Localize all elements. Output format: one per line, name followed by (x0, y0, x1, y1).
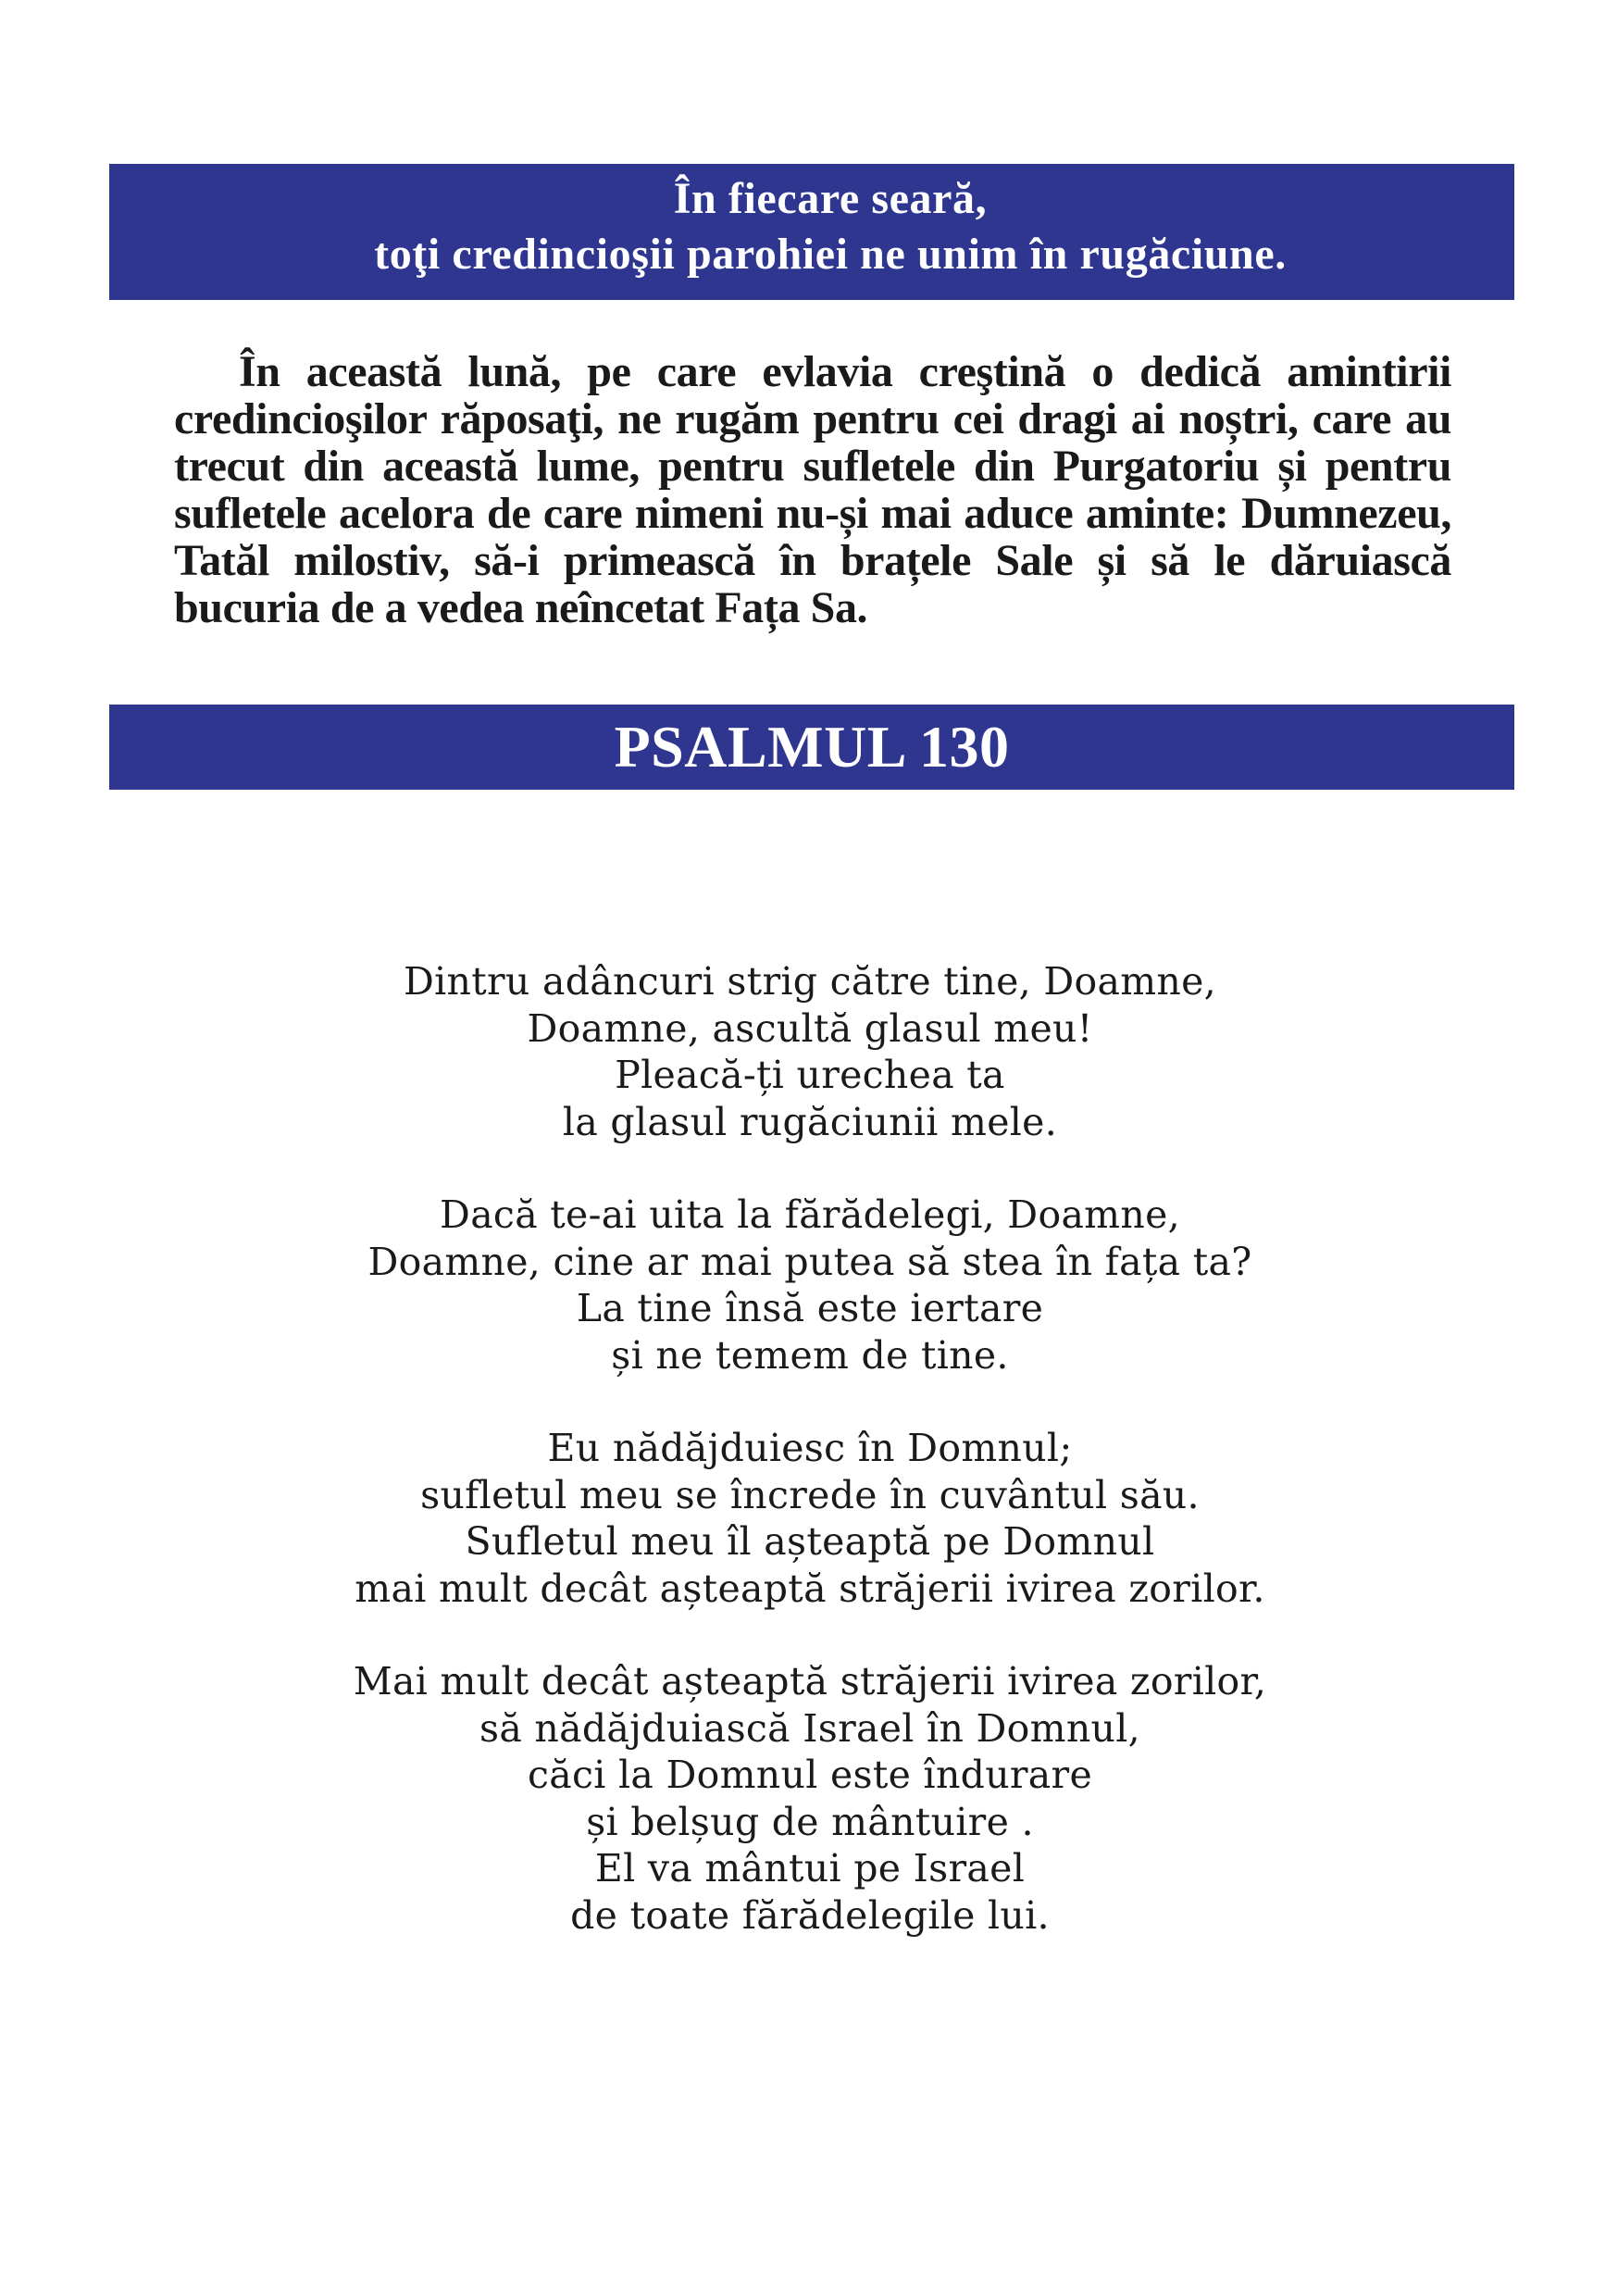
psalm-stanza-2 (185, 1192, 1435, 1379)
psalm-verse: Doamne, ascultă glasul meu! (527, 1005, 1093, 1051)
psalm-verse: Dintru adâncuri strig către tine, Doamne, (403, 959, 1217, 1004)
psalm-verse: Pleacă-ți urechea ta (615, 1053, 1005, 1097)
intro-paragraph: În această lună, pe care evlavia creştină o dedică amintirii credincioşilor răposaţi, ne rugăm pentru cei dragi ai noștri, care au trecut din această lume, pentru sufletele din Purgatoriu și pentru sufletele acelora de care nimeni nu-și mai aduce aminte: Dumnezeu, Tatăl milostiv, să-i primească în brațele Sale și să le dăruiască bucuria de a vedea neîncetat Fața Sa. (174, 347, 1451, 632)
psalm-verse: căci la Domnul este îndurare (527, 1753, 1093, 1797)
psalm-verse: și ne temem de tine. (611, 1332, 1009, 1378)
psalm-verse: să nădăjduiască Israel în Domnul, (479, 1705, 1140, 1751)
psalm-verse: de toate fărădelegile lui. (570, 1892, 1050, 1938)
psalm-stanza-4 (185, 1658, 1435, 1939)
psalm-verse: mai mult decât așteaptă străjerii ivirea zorilor. (355, 1566, 1265, 1611)
psalm-verse: El va mântui pe Israel (594, 1846, 1026, 1890)
psalm-verse: Sufletul meu îl așteaptă pe Domnul (465, 1519, 1155, 1564)
psalm-banner (109, 705, 1514, 790)
psalm-title: PSALMUL 130 (614, 714, 1010, 780)
psalm-verse: Doamne, cine ar mai putea să stea în fața ta? (367, 1239, 1252, 1284)
header-banner-line-2: toţi credincioşii parohiei ne unim în rugăciune. (374, 230, 1287, 279)
psalm-verse: Mai mult decât așteaptă străjerii ivirea zorilor, (353, 1659, 1267, 1703)
psalm-text (185, 958, 1435, 1985)
header-banner (109, 164, 1514, 300)
psalm-verse: La tine însă este iertare (576, 1286, 1044, 1330)
psalm-stanza-3 (185, 1425, 1435, 1612)
psalm-verse: și belșug de mântuire . (586, 1799, 1034, 1844)
psalm-verse: Eu nădăjduiesc în Domnul; (547, 1426, 1073, 1470)
header-banner-line-1: În fiecare seară, (673, 174, 988, 223)
psalm-verse: Dacă te-ai uita la fărădelegi, Doamne, (440, 1192, 1180, 1237)
psalm-verse: la glasul rugăciunii mele. (562, 1099, 1058, 1144)
psalm-verse: sufletul meu se încrede în cuvântul său. (420, 1472, 1200, 1517)
psalm-stanza-1 (185, 958, 1435, 1145)
